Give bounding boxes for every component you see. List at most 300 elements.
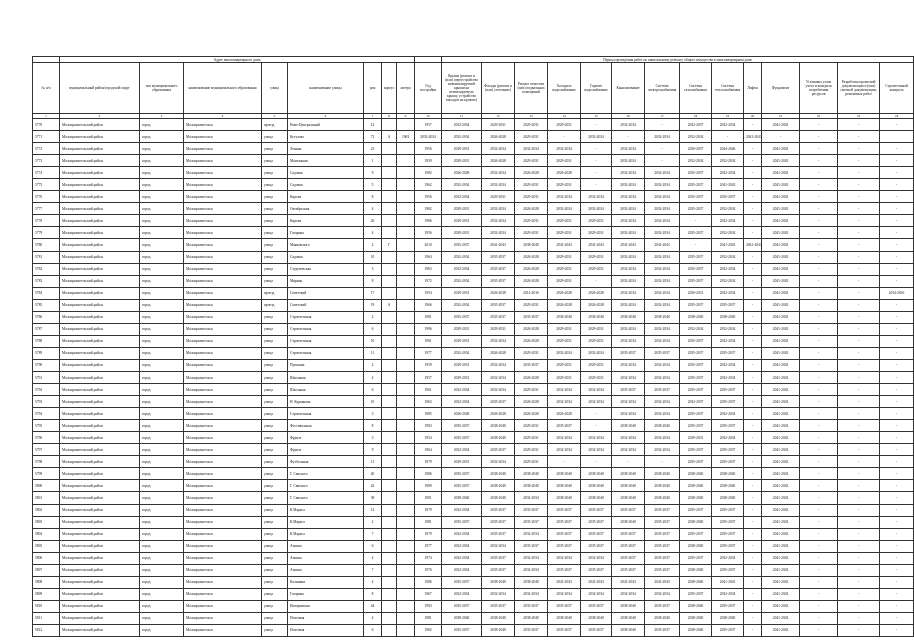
table-cell: - [838, 155, 880, 167]
column-header: дом [364, 63, 382, 114]
table-cell: улица [262, 540, 288, 552]
table-cell: 5801 [33, 492, 60, 504]
table-cell: 2038-2040 [548, 492, 581, 504]
table-cell [397, 480, 415, 492]
table-cell: 2041-2043 [762, 528, 800, 540]
table-cell: 1963 [415, 263, 442, 275]
table-cell: - [880, 203, 914, 215]
table-cell: город [140, 432, 184, 444]
table-cell: 2032-2034 [442, 299, 482, 311]
table-cell: 2038-2040 [515, 468, 548, 480]
table-cell [397, 588, 415, 600]
table-cell: 2038-2040 [612, 468, 645, 480]
table-cell: Малоархангельск [184, 600, 262, 612]
table-cell: 5812 [33, 624, 60, 636]
table-cell: 2029-2031 [482, 323, 515, 335]
table-cell: 2041-2043 [762, 588, 800, 600]
column-number: 5 [262, 114, 288, 119]
table-row [33, 432, 914, 444]
table-cell: Малоархангельский район [60, 492, 140, 504]
table-cell: 2038-2040 [581, 468, 612, 480]
table-cell: 2032-2034 [581, 203, 612, 215]
table-cell: 1991 [415, 492, 442, 504]
table-cell: 2032-2034 [581, 444, 612, 456]
table-cell: 1954 [415, 432, 442, 444]
column-header: Лифты [744, 63, 762, 114]
column-number: 12 [482, 114, 515, 119]
table-cell: 2029-2031 [680, 287, 712, 299]
column-header: Строительный контроль [880, 63, 914, 114]
table-cell: 6 [364, 384, 382, 396]
column-header: Горячее водоснабжение [581, 63, 612, 114]
table-cell: 2026-2028 [482, 347, 515, 359]
column-number: 6 [288, 114, 364, 119]
table-cell: 5776 [33, 191, 60, 203]
table-cell: 10 [364, 396, 382, 408]
table-cell: 2032-2034 [645, 179, 680, 191]
table-cell: - [800, 396, 838, 408]
table-cell: город [140, 347, 184, 359]
table-cell: Малоархангельск [184, 492, 262, 504]
table-cell: 2035-2037 [712, 396, 744, 408]
table-cell: 2 [364, 311, 382, 323]
table-cell: 7 [364, 564, 382, 576]
table-cell: Малоархангельск [184, 323, 262, 335]
table-row [33, 408, 914, 420]
table-cell: - [800, 299, 838, 311]
table-cell: 1957 [415, 371, 442, 383]
table-row [33, 179, 914, 191]
table-cell: 2035-2037 [712, 540, 744, 552]
table-cell: 8 [364, 191, 382, 203]
table-cell: 2032-2034 [680, 323, 712, 335]
table-cell: 2032-2034 [482, 203, 515, 215]
table-cell: Малоархангельский район [60, 335, 140, 347]
table-cell: 2032-2034 [712, 251, 744, 263]
table-cell: улица [262, 275, 288, 287]
table-cell: 2032-2034 [712, 335, 744, 347]
table-cell: Октябрьская [288, 203, 364, 215]
table-cell: 1983 [415, 420, 442, 432]
table-cell: Малоархангельский район [60, 552, 140, 564]
table-cell: - [838, 119, 880, 131]
column-header: Канализование [612, 63, 645, 114]
table-cell: 2038-2040 [482, 624, 515, 636]
table-cell: 2041-2043 [762, 359, 800, 371]
table-cell: 2035-2037 [680, 371, 712, 383]
table-cell: - [744, 552, 762, 564]
table-cell: - [744, 323, 762, 335]
table-cell: улица [262, 528, 288, 540]
table-cell: 2032-2034 [645, 396, 680, 408]
table-row [33, 191, 914, 203]
table-cell: улица [262, 492, 288, 504]
table-cell: 2026-2028 [515, 335, 548, 347]
table-cell: - [838, 504, 880, 516]
table-cell: 2041-2043 [762, 239, 800, 251]
table-cell: - [800, 456, 838, 468]
table-row [33, 335, 914, 347]
table-cell: 11 [364, 347, 382, 359]
table-cell: - [838, 576, 880, 588]
table-cell: Малоархангельск [184, 299, 262, 311]
table-cell: 2035-2037 [442, 600, 482, 612]
table-cell: - [645, 143, 680, 155]
table-cell: город [140, 456, 184, 468]
column-number: 23 [838, 114, 880, 119]
table-cell: 2032-2034 [712, 155, 744, 167]
table-cell: Монтажная [288, 155, 364, 167]
table-cell: 2032-2034 [712, 167, 744, 179]
table-cell: 2041-2043 [762, 480, 800, 492]
table-cell: 2026-2028 [515, 371, 548, 383]
table-cell: - [800, 227, 838, 239]
table-cell: 3 [364, 263, 382, 275]
table-cell: Малоархангельский район [60, 239, 140, 251]
table-cell: Малоархангельский район [60, 468, 140, 480]
table-cell: - [581, 155, 612, 167]
table-cell: - [838, 347, 880, 359]
table-cell: 2029-2031 [581, 323, 612, 335]
table-cell: 2041-2043 [548, 239, 581, 251]
table-cell: - [880, 359, 914, 371]
table-cell: 5803 [33, 516, 60, 528]
table-cell: 2035-2037 [548, 420, 581, 432]
table-cell: 2035-2037 [680, 408, 712, 420]
table-cell: 2035-2037 [548, 540, 581, 552]
table-cell: 2032-2034 [712, 371, 744, 383]
table-cell: 2014-2016 [880, 287, 914, 299]
table-cell [382, 275, 397, 287]
table-cell: 2038-2040 [680, 576, 712, 588]
table-cell [382, 444, 397, 456]
table-cell: - [762, 131, 800, 143]
table-cell: город [140, 167, 184, 179]
table-cell: Фестивальная [288, 420, 364, 432]
table-cell [397, 143, 415, 155]
table-cell: 2032-2034 [482, 384, 515, 396]
table-cell: - [680, 239, 712, 251]
table-cell: 2032-2034 [645, 588, 680, 600]
table-cell: 2041-2043 [762, 444, 800, 456]
table-cell: 2035-2037 [548, 564, 581, 576]
table-cell: 2041-2043 [762, 347, 800, 359]
column-header: Холодное водоснабжение [548, 63, 581, 114]
table-cell: Малоархангельск [184, 227, 262, 239]
table-cell [397, 299, 415, 311]
table-cell: 2035-2037 [482, 600, 515, 612]
table-cell: 2032-2034 [415, 131, 442, 143]
table-cell: 1977 [415, 347, 442, 359]
table-cell [397, 311, 415, 323]
table-cell: Кутузова [288, 131, 364, 143]
table-cell: 2032-2034 [442, 384, 482, 396]
table-cell: Интернатная [288, 600, 364, 612]
table-cell: 2032-2034 [645, 263, 680, 275]
table-cell [397, 612, 415, 624]
table-cell: улица [262, 420, 288, 432]
table-cell: Малоархангельск [184, 311, 262, 323]
table-cell [397, 263, 415, 275]
table-cell: - [548, 456, 581, 468]
table-cell: 2029-2031 [515, 227, 548, 239]
table-cell: 2032-2034 [482, 143, 515, 155]
table-cell: - [645, 119, 680, 131]
table-cell: 2032-2034 [645, 432, 680, 444]
table-cell: - [880, 552, 914, 564]
table-cell [397, 119, 415, 131]
table-cell: 2029-2031 [442, 456, 482, 468]
table-cell: - [880, 311, 914, 323]
column-number: 24 [880, 114, 914, 119]
table-cell: - [800, 444, 838, 456]
table-cell: 44 [364, 600, 382, 612]
column-header: Установка узлов учета и контроля потребления ресурсов [800, 63, 838, 114]
table-cell: 2038-2040 [712, 468, 744, 480]
table-cell: 19 [364, 299, 382, 311]
table-cell: 2029-2031 [548, 215, 581, 227]
table-cell: - [744, 167, 762, 179]
table-cell: 2035-2037 [680, 275, 712, 287]
table-cell: город [140, 287, 184, 299]
table-cell: - [880, 480, 914, 492]
table-cell: 2041-2043 [762, 384, 800, 396]
table-cell: Малоархангельск [184, 504, 262, 516]
table-cell: 2029-2031 [548, 371, 581, 383]
table-cell: Малоархангельск [184, 359, 262, 371]
table-cell: 6 [364, 323, 382, 335]
table-cell: 2032-2034 [645, 444, 680, 456]
table-cell: 2032-2034 [712, 408, 744, 420]
table-cell: - [800, 287, 838, 299]
table-cell: 10 [364, 335, 382, 347]
table-cell: 2041-2043 [645, 576, 680, 588]
table-cell: город [140, 119, 184, 131]
table-cell: 2035-2037 [680, 191, 712, 203]
table-cell: 2032-2034 [612, 323, 645, 335]
table-cell: - [880, 468, 914, 480]
table-cell: 2026-2028 [548, 408, 581, 420]
table-cell: - [838, 408, 880, 420]
table-row [33, 504, 914, 516]
table-cell: - [581, 167, 612, 179]
table-cell: 3 [364, 432, 382, 444]
table-cell: 2041-2043 [762, 504, 800, 516]
table-cell: Малоархангельский район [60, 408, 140, 420]
table-cell: - [838, 612, 880, 624]
table-cell: 2035-2037 [712, 600, 744, 612]
table-cell: 5793 [33, 396, 60, 408]
table-cell: - [838, 552, 880, 564]
table-cell: 2038-2040 [645, 311, 680, 323]
table-cell: Малоархангельский район [60, 456, 140, 468]
table-cell: - [880, 251, 914, 263]
table-cell: 2038-2040 [515, 239, 548, 251]
table-cell: 2032-2034 [612, 215, 645, 227]
table-cell: - [744, 468, 762, 480]
table-cell: 2041-2043 [762, 624, 800, 636]
table-cell: - [800, 516, 838, 528]
table-cell: 2035-2037 [712, 564, 744, 576]
table-cell: 2032-2034 [612, 143, 645, 155]
table-cell: 2026-2028 [581, 287, 612, 299]
table-cell: 2029-2031 [515, 456, 548, 468]
table-cell: 2032-2034 [612, 155, 645, 167]
table-cell: 2032-2034 [581, 396, 612, 408]
table-cell: Малоархангельск [184, 540, 262, 552]
table-cell: 2035-2037 [712, 299, 744, 311]
table-cell: 2032-2034 [712, 359, 744, 371]
table-cell: Малоархангельск [184, 576, 262, 588]
table-cell: 12 [364, 119, 382, 131]
table-cell [382, 335, 397, 347]
column-header: улица [262, 63, 288, 114]
table-cell: 2038-2040 [645, 612, 680, 624]
table-cell: 2032-2034 [442, 131, 482, 143]
table-cell: 2041-2043 [762, 516, 800, 528]
table-cell: Г. Свиского [288, 468, 364, 480]
column-header: Разработка проектной документации и (или) сметной документации, ремонтных работ [838, 63, 880, 114]
table-cell [382, 167, 397, 179]
table-cell: 2029-2031 [515, 155, 548, 167]
table-cell: 5795 [33, 420, 60, 432]
table-cell: 2035-2037 [482, 263, 515, 275]
table-cell: 2035-2037 [482, 299, 515, 311]
table-cell: - [838, 456, 880, 468]
table-row [33, 492, 914, 504]
table-cell: - [744, 119, 762, 131]
table-cell [382, 492, 397, 504]
table-cell [397, 504, 415, 516]
table-cell: 2038-2040 [581, 480, 612, 492]
table-cell: 5792 [33, 384, 60, 396]
table-cell: Строительная [288, 323, 364, 335]
table-cell: 2035-2037 [482, 311, 515, 323]
table-cell: 2032-2034 [482, 359, 515, 371]
table-cell: 2026-2028 [515, 408, 548, 420]
table-cell: улица [262, 179, 288, 191]
table-cell: - [880, 612, 914, 624]
table-cell: 2032-2034 [680, 155, 712, 167]
table-cell: 1962 [415, 179, 442, 191]
table-cell: 2038-2040 [680, 480, 712, 492]
table-cell: 1979 [415, 456, 442, 468]
table-cell: Малоархангельск [184, 239, 262, 251]
table-cell: 1957 [415, 119, 442, 131]
table-cell: 2032-2034 [442, 444, 482, 456]
table-cell: 8 [364, 420, 382, 432]
table-cell [397, 239, 415, 251]
table-cell: - [880, 143, 914, 155]
table-cell: - [800, 155, 838, 167]
table-cell: 2035-2037 [645, 504, 680, 516]
table-cell: Футбольная [288, 456, 364, 468]
table-cell: Малоархангельск [184, 287, 262, 299]
table-cell: - [800, 359, 838, 371]
table-cell: 2035-2037 [712, 420, 744, 432]
table-cell: - [880, 239, 914, 251]
table-cell [397, 359, 415, 371]
table-cell: А [382, 299, 397, 311]
table-cell: 2035-2037 [442, 516, 482, 528]
table-cell: 2032-2034 [548, 552, 581, 564]
table-cell: - [838, 191, 880, 203]
table-cell: 2041-2043 [762, 576, 800, 588]
table-cell: 2038-2040 [548, 468, 581, 480]
table-cell: - [880, 215, 914, 227]
table-cell: 4 [364, 227, 382, 239]
table-cell: 2029-2031 [515, 191, 548, 203]
table-cell: - [880, 588, 914, 600]
table-cell: улица [262, 480, 288, 492]
column-header: Фасады (ремонт и (или) утепление) [482, 63, 515, 114]
table-cell: - [880, 564, 914, 576]
table-cell: 2032-2034 [482, 179, 515, 191]
table-cell: Малоархангельский район [60, 203, 140, 215]
table-cell: 5774 [33, 167, 60, 179]
table-cell: - [744, 516, 762, 528]
table-cell: 2032-2037 [680, 119, 712, 131]
table-cell: 2035-2037 [680, 528, 712, 540]
table-row [33, 564, 914, 576]
table-cell: 2032-2034 [515, 564, 548, 576]
table-cell: 2038-2040 [482, 612, 515, 624]
table-cell: 2035-2037 [581, 564, 612, 576]
table-cell [382, 516, 397, 528]
table-cell: 9 [364, 167, 382, 179]
table-cell: 2041-2043 [762, 275, 800, 287]
table-cell: 2044-2046 [712, 143, 744, 155]
table-cell: 2026-2028 [482, 155, 515, 167]
table-cell: - [880, 432, 914, 444]
table-cell [397, 624, 415, 636]
table-cell: - [800, 612, 838, 624]
table-cell: Малоархангельский район [60, 540, 140, 552]
table-cell: - [581, 119, 612, 131]
table-cell: 2038-2040 [680, 311, 712, 323]
table-cell: Строительная [288, 347, 364, 359]
column-number: 9 [397, 114, 415, 119]
table-cell: 5781 [33, 251, 60, 263]
table-cell: 2041-2043 [581, 576, 612, 588]
table-cell: 2032-2034 [482, 167, 515, 179]
table-cell: 2038-2040 [581, 612, 612, 624]
table-cell: 2035-2037 [482, 504, 515, 516]
table-cell: 4 [364, 371, 382, 383]
table-cell: 2035-2037 [482, 444, 515, 456]
table-cell: 2026-2028 [581, 299, 612, 311]
header-group-period: Период проведения работ по капитальному ремонту общего имущества в многоквартирном доме [442, 57, 914, 63]
table-cell: - [880, 119, 914, 131]
table-cell: Ачкина [288, 540, 364, 552]
table-cell: 2029-2031 [548, 335, 581, 347]
table-cell: улица [262, 323, 288, 335]
table-cell: 1956 [415, 227, 442, 239]
table-cell: город [140, 299, 184, 311]
column-header: корпус [382, 63, 397, 114]
table-cell: 2 [364, 359, 382, 371]
table-cell: - [744, 359, 762, 371]
table-cell [397, 528, 415, 540]
table-cell: 2035-2037 [712, 347, 744, 359]
table-cell: Малоархангельский район [60, 119, 140, 131]
table-cell: 2032-2034 [482, 540, 515, 552]
table-cell: улица [262, 191, 288, 203]
table-cell: 2026-2028 [548, 287, 581, 299]
table-cell: 2038-2040 [680, 624, 712, 636]
table-cell: Ачкина [288, 564, 364, 576]
table-cell: 2029-2031 [548, 359, 581, 371]
